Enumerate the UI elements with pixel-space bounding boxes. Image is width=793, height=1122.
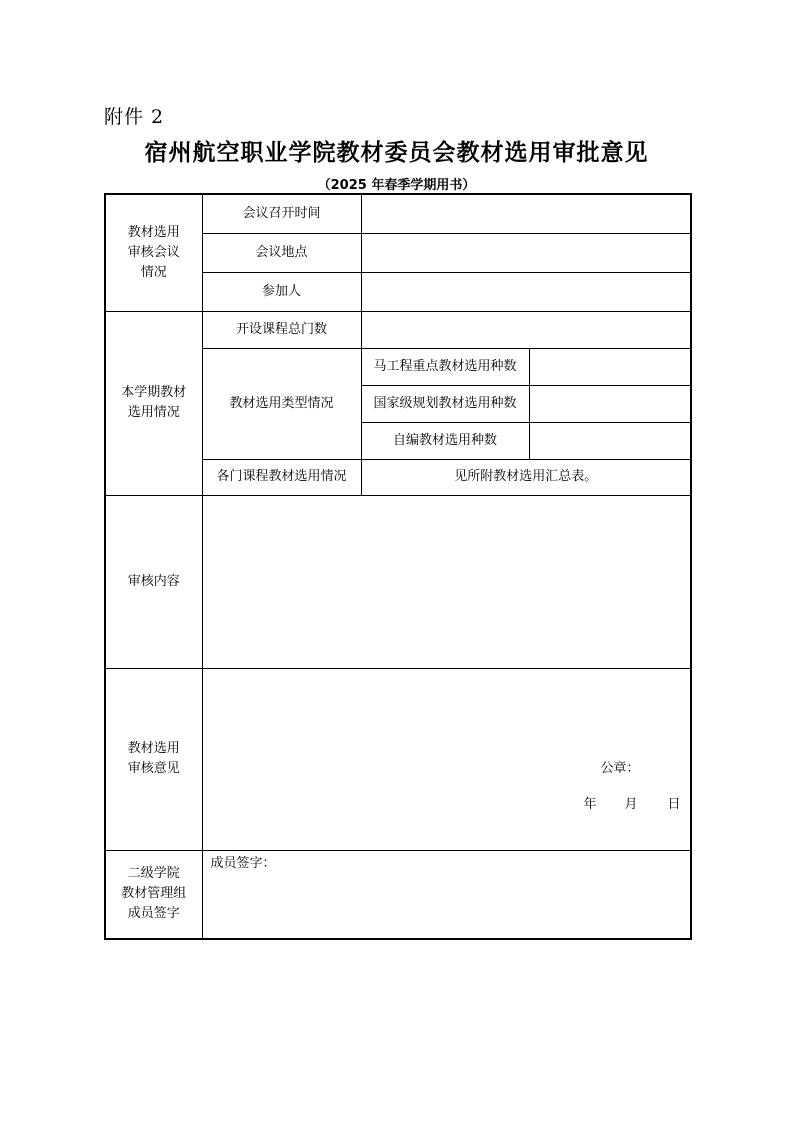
table-row [105, 311, 691, 348]
table-row [105, 194, 691, 233]
signature-section-label: 二级学院 教材管理组 成员签字 [105, 850, 202, 939]
type-row-label: 马工程重点教材选用种数 [361, 348, 529, 385]
meeting-section-label: 教材选用 审核会议 情况 [105, 194, 202, 311]
semester-section-label: 本学期教材 选用情况 [105, 311, 202, 495]
total-courses-field[interactable] [361, 311, 691, 348]
signature-field[interactable] [202, 850, 691, 939]
table-row [105, 495, 691, 668]
month-label: 月 [624, 796, 638, 812]
opinion-field[interactable] [202, 668, 691, 850]
type-row-value[interactable] [529, 348, 691, 385]
courses-label: 各门课程教材选用情况 [202, 459, 361, 495]
total-courses-label: 开设课程总门数 [202, 311, 361, 348]
day-label: 日 [667, 796, 681, 812]
seal-label: 公章： [600, 760, 640, 776]
year-label: 年 [583, 796, 597, 812]
table-row [105, 668, 691, 850]
annex-label: 附件 2 [104, 106, 165, 128]
meeting-time-label: 会议召开时间 [202, 194, 361, 233]
review-field[interactable] [202, 495, 691, 668]
approval-form-table [104, 193, 692, 940]
attendees-field[interactable] [361, 272, 691, 311]
meeting-place-label: 会议地点 [202, 233, 361, 272]
signature-field-label: 成员签字： [210, 855, 276, 871]
type-row-label: 自编教材选用种数 [361, 422, 529, 459]
document-title: 宿州航空职业学院教材委员会教材选用审批意见 [144, 140, 649, 166]
attendees-label: 参加人 [202, 272, 361, 311]
meeting-place-field[interactable] [361, 233, 691, 272]
courses-value: 见所附教材选用汇总表。 [361, 459, 691, 495]
opinion-label: 教材选用 审核意见 [105, 668, 202, 850]
meeting-time-field[interactable] [361, 194, 691, 233]
type-label: 教材选用类型情况 [202, 348, 361, 459]
date-line [584, 795, 681, 815]
document-subtitle: （2025 年春季学期用书） [317, 178, 476, 193]
review-label: 审核内容 [105, 495, 202, 668]
type-row-value[interactable] [529, 385, 691, 422]
type-row-value[interactable] [529, 422, 691, 459]
table-row [105, 850, 691, 939]
type-row-label: 国家级规划教材选用种数 [361, 385, 529, 422]
